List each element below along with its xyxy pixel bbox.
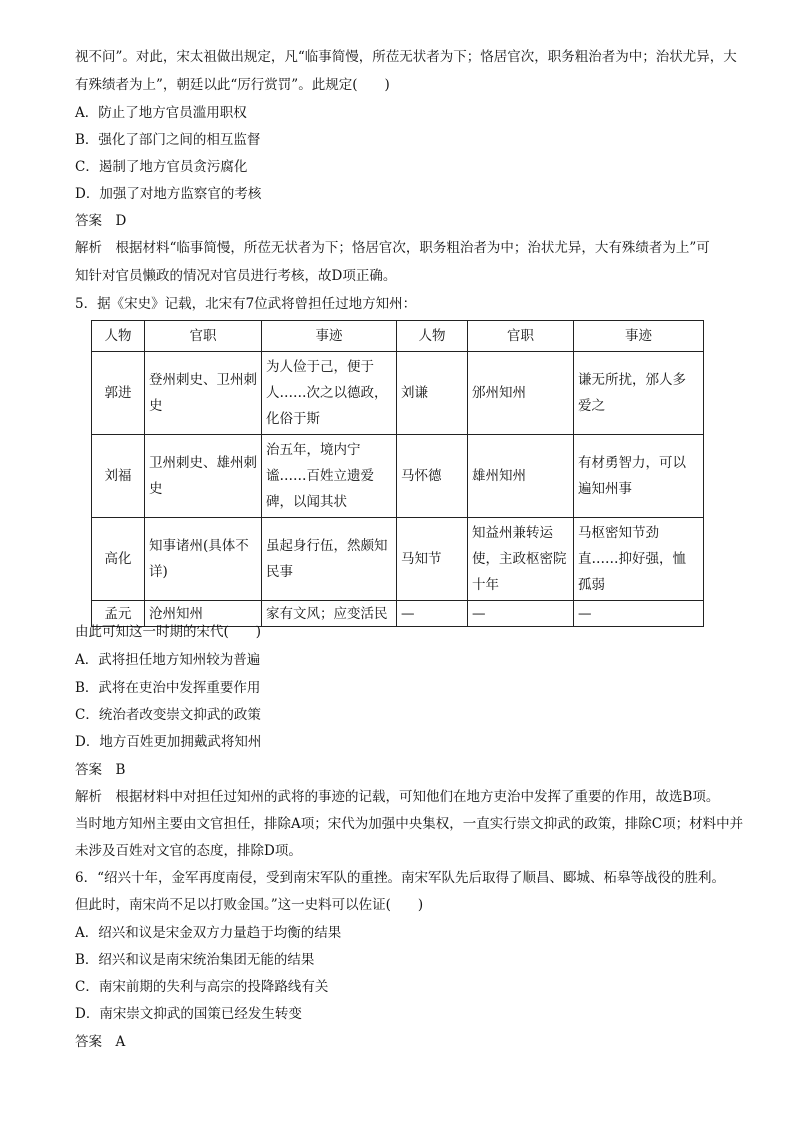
q4-analysis-line-1: 解析 根据材料“临事简慢，所莅无状者为下；恪居官次，职务粗治者为中；治状尤异，大有殊绩者为上”可 — [75, 240, 710, 256]
table-cell: 马枢密知节劲直……抑好强，恤孤弱 — [574, 518, 704, 601]
table-row — [92, 518, 704, 601]
q4-option-d: D．加强了对地方监察官的考核 — [75, 186, 262, 202]
table-cell: 知益州兼转运使，主政枢密院十年 — [468, 518, 574, 601]
q5-analysis-line-1: 解析 根据材料中对担任过知州的武将的事迹的记载，可知他们在地方吏治中发挥了重要的作用，故选B项。 — [75, 789, 720, 805]
generals-table — [91, 320, 704, 627]
q5-analysis-line-2: 当时地方知州主要由文官担任，排除A项；宋代为加强中央集权，一直实行崇文抑武的政策，排除C项；材料中并 — [75, 816, 744, 832]
table-cell: 沧州知州 — [145, 601, 262, 627]
q6-stem-line-2: 但此时，南宋尚不足以打败金国。”这一史料可以佐证( ) — [75, 897, 424, 913]
table-cell: — — [468, 601, 574, 627]
q4-answer: 答案 D — [75, 213, 127, 229]
table-cell: 知事诸州(具体不详) — [145, 518, 262, 601]
table-cell: 刘福 — [92, 435, 145, 518]
q5-option-b: B．武将在吏治中发挥重要作用 — [75, 680, 261, 696]
q4-analysis-line-2: 知针对官员懒政的情况对官员进行考核，故D项正确。 — [75, 268, 397, 284]
table-header-row — [92, 321, 704, 352]
q4-stem-line-1: 视不问”。对此，宋太祖做出规定，凡“临事简慢，所莅无状者为下；恪居官次，职务粗治者为中；治状尤异，大 — [75, 49, 737, 65]
q6-stem-line-1: 6．“绍兴十年，金军再度南侵，受到南宋军队的重挫。南宋军队先后取得了顺昌、郾城、柘皋等战役的胜利。 — [75, 870, 725, 886]
q4-option-a: A．防止了地方官员滥用职权 — [75, 105, 247, 121]
table-cell: 治五年，境内宁谧……百姓立遗爱碑，以闻其状 — [262, 435, 397, 518]
table-row — [92, 435, 704, 518]
table-cell: 邠州知州 — [468, 352, 574, 435]
header-cell: 事迹 — [574, 321, 704, 352]
table-cell: 郭进 — [92, 352, 145, 435]
q4-option-b: B．强化了部门之间的相互监督 — [75, 132, 261, 148]
header-cell: 事迹 — [262, 321, 397, 352]
q6-option-d: D．南宋崇文抑武的国策已经发生转变 — [75, 1006, 302, 1022]
q6-answer: 答案 A — [75, 1034, 126, 1050]
table-cell: 雄州知州 — [468, 435, 574, 518]
q5-analysis-line-3: 未涉及百姓对文官的态度，排除D项。 — [75, 843, 302, 859]
table-cell: 高化 — [92, 518, 145, 601]
q5-answer: 答案 B — [75, 762, 126, 778]
header-cell: 官职 — [145, 321, 262, 352]
table-cell: 虽起身行伍，然颇知民事 — [262, 518, 397, 601]
q5-option-d: D．地方百姓更加拥戴武将知州 — [75, 734, 262, 750]
q5-question: 由此可知这一时期的宋代( ) — [75, 624, 262, 640]
table-cell: 卫州刺史、雄州刺史 — [145, 435, 262, 518]
table-cell: 家有文风；应变活民 — [262, 601, 397, 627]
table-cell: 孟元 — [92, 601, 145, 627]
q5-stem: 5．据《宋史》记载，北宋有7位武将曾担任过地方知州： — [75, 296, 417, 312]
table-cell: — — [574, 601, 704, 627]
q5-option-a: A．武将担任地方知州较为普遍 — [75, 652, 261, 668]
q4-stem-line-2: 有殊绩者为上”，朝廷以此“厉行赏罚”。此规定( ) — [75, 77, 390, 93]
table-cell: 刘谦 — [397, 352, 468, 435]
header-cell: 人物 — [92, 321, 145, 352]
table-cell: 谦无所扰，邠人多爱之 — [574, 352, 704, 435]
q4-option-c: C．遏制了地方官员贪污腐化 — [75, 159, 248, 175]
table-cell: 为人俭于己，便于人……次之以德政，化俗于斯 — [262, 352, 397, 435]
q5-option-c: C．统治者改变崇文抑武的政策 — [75, 707, 261, 723]
header-cell: 官职 — [468, 321, 574, 352]
q6-option-c: C．南宋前期的失利与高宗的投降路线有关 — [75, 979, 329, 995]
table-cell: 登州刺史、卫州刺史 — [145, 352, 262, 435]
header-cell: 人物 — [397, 321, 468, 352]
table-cell: 马怀德 — [397, 435, 468, 518]
table-cell: 有材勇智力，可以遍知州事 — [574, 435, 704, 518]
table-cell: 马知节 — [397, 518, 468, 601]
q6-option-b: B．绍兴和议是南宋统治集团无能的结果 — [75, 952, 315, 968]
table-cell: — — [397, 601, 468, 627]
table-row — [92, 352, 704, 435]
q6-option-a: A．绍兴和议是宋金双方力量趋于均衡的结果 — [75, 925, 342, 941]
